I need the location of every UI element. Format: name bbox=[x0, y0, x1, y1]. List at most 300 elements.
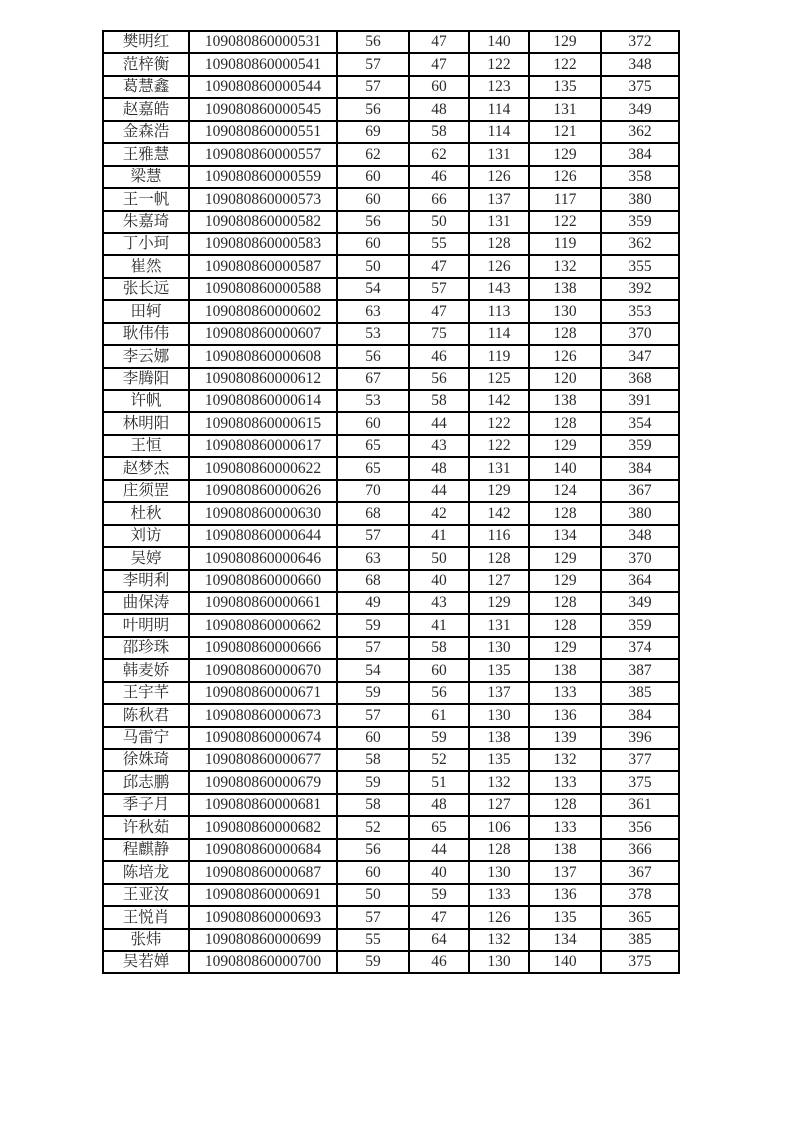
table-row bbox=[103, 390, 679, 412]
total-score-cell: 362 bbox=[601, 121, 679, 143]
exam-id-cell: 109080860000699 bbox=[189, 929, 337, 951]
score-3-cell: 130 bbox=[469, 637, 529, 659]
table-row bbox=[103, 614, 679, 636]
total-score-cell: 359 bbox=[601, 435, 679, 457]
score-2-cell: 47 bbox=[409, 300, 469, 322]
score-1-cell: 56 bbox=[337, 839, 409, 861]
score-1-cell: 60 bbox=[337, 727, 409, 749]
score-3-cell: 131 bbox=[469, 143, 529, 165]
score-1-cell: 57 bbox=[337, 906, 409, 928]
score-3-cell: 126 bbox=[469, 906, 529, 928]
score-2-cell: 48 bbox=[409, 794, 469, 816]
score-4-cell: 117 bbox=[529, 188, 601, 210]
score-4-cell: 138 bbox=[529, 839, 601, 861]
name-cell: 梁慧 bbox=[103, 166, 189, 188]
name-cell: 耿伟伟 bbox=[103, 323, 189, 345]
score-3-cell: 129 bbox=[469, 592, 529, 614]
name-cell: 王悦肖 bbox=[103, 906, 189, 928]
score-2-cell: 40 bbox=[409, 570, 469, 592]
score-3-cell: 137 bbox=[469, 188, 529, 210]
score-3-cell: 114 bbox=[469, 98, 529, 120]
exam-id-cell: 109080860000687 bbox=[189, 861, 337, 883]
score-2-cell: 44 bbox=[409, 480, 469, 502]
score-2-cell: 43 bbox=[409, 592, 469, 614]
score-2-cell: 41 bbox=[409, 525, 469, 547]
score-4-cell: 138 bbox=[529, 390, 601, 412]
score-1-cell: 57 bbox=[337, 53, 409, 75]
total-score-cell: 349 bbox=[601, 98, 679, 120]
name-cell: 杜秋 bbox=[103, 502, 189, 524]
score-2-cell: 52 bbox=[409, 749, 469, 771]
total-score-cell: 348 bbox=[601, 53, 679, 75]
score-1-cell: 55 bbox=[337, 929, 409, 951]
score-1-cell: 68 bbox=[337, 570, 409, 592]
score-4-cell: 135 bbox=[529, 906, 601, 928]
score-4-cell: 132 bbox=[529, 749, 601, 771]
score-2-cell: 41 bbox=[409, 614, 469, 636]
score-4-cell: 134 bbox=[529, 525, 601, 547]
table-row bbox=[103, 727, 679, 749]
name-cell: 李腾阳 bbox=[103, 368, 189, 390]
exam-id-cell: 109080860000630 bbox=[189, 502, 337, 524]
table-row bbox=[103, 31, 679, 53]
total-score-cell: 370 bbox=[601, 547, 679, 569]
table-row bbox=[103, 502, 679, 524]
total-score-cell: 356 bbox=[601, 816, 679, 838]
table-row bbox=[103, 816, 679, 838]
table-row bbox=[103, 53, 679, 75]
exam-id-cell: 109080860000662 bbox=[189, 614, 337, 636]
table-row bbox=[103, 749, 679, 771]
score-3-cell: 127 bbox=[469, 570, 529, 592]
name-cell: 崔然 bbox=[103, 255, 189, 277]
score-4-cell: 120 bbox=[529, 368, 601, 390]
exam-id-cell: 109080860000693 bbox=[189, 906, 337, 928]
total-score-cell: 364 bbox=[601, 570, 679, 592]
score-3-cell: 123 bbox=[469, 76, 529, 98]
total-score-cell: 374 bbox=[601, 637, 679, 659]
score-2-cell: 59 bbox=[409, 884, 469, 906]
score-3-cell: 135 bbox=[469, 749, 529, 771]
score-2-cell: 65 bbox=[409, 816, 469, 838]
exam-id-cell: 109080860000644 bbox=[189, 525, 337, 547]
total-score-cell: 365 bbox=[601, 906, 679, 928]
name-cell: 吴若婵 bbox=[103, 951, 189, 973]
score-3-cell: 119 bbox=[469, 345, 529, 367]
score-3-cell: 137 bbox=[469, 682, 529, 704]
table-row bbox=[103, 211, 679, 233]
score-1-cell: 59 bbox=[337, 614, 409, 636]
exam-id-cell: 109080860000573 bbox=[189, 188, 337, 210]
score-3-cell: 125 bbox=[469, 368, 529, 390]
score-1-cell: 60 bbox=[337, 412, 409, 434]
score-2-cell: 62 bbox=[409, 143, 469, 165]
name-cell: 程麒静 bbox=[103, 839, 189, 861]
score-1-cell: 54 bbox=[337, 278, 409, 300]
score-1-cell: 63 bbox=[337, 300, 409, 322]
exam-id-cell: 109080860000531 bbox=[189, 31, 337, 53]
score-2-cell: 59 bbox=[409, 727, 469, 749]
total-score-cell: 359 bbox=[601, 614, 679, 636]
total-score-cell: 377 bbox=[601, 749, 679, 771]
name-cell: 金森浩 bbox=[103, 121, 189, 143]
score-4-cell: 128 bbox=[529, 323, 601, 345]
score-1-cell: 50 bbox=[337, 884, 409, 906]
total-score-cell: 372 bbox=[601, 31, 679, 53]
table-row bbox=[103, 76, 679, 98]
score-4-cell: 128 bbox=[529, 614, 601, 636]
score-1-cell: 65 bbox=[337, 457, 409, 479]
name-cell: 叶明明 bbox=[103, 614, 189, 636]
name-cell: 樊明红 bbox=[103, 31, 189, 53]
score-4-cell: 137 bbox=[529, 861, 601, 883]
exam-id-cell: 109080860000700 bbox=[189, 951, 337, 973]
exam-id-cell: 109080860000602 bbox=[189, 300, 337, 322]
exam-id-cell: 109080860000582 bbox=[189, 211, 337, 233]
score-2-cell: 51 bbox=[409, 771, 469, 793]
exam-id-cell: 109080860000615 bbox=[189, 412, 337, 434]
score-4-cell: 124 bbox=[529, 480, 601, 502]
table-row bbox=[103, 278, 679, 300]
exam-id-cell: 109080860000677 bbox=[189, 749, 337, 771]
name-cell: 邵珍珠 bbox=[103, 637, 189, 659]
score-2-cell: 64 bbox=[409, 929, 469, 951]
total-score-cell: 362 bbox=[601, 233, 679, 255]
name-cell: 许帆 bbox=[103, 390, 189, 412]
score-3-cell: 130 bbox=[469, 861, 529, 883]
total-score-cell: 367 bbox=[601, 861, 679, 883]
score-3-cell: 143 bbox=[469, 278, 529, 300]
score-2-cell: 58 bbox=[409, 121, 469, 143]
table-row bbox=[103, 368, 679, 390]
score-3-cell: 128 bbox=[469, 233, 529, 255]
score-3-cell: 122 bbox=[469, 435, 529, 457]
score-2-cell: 44 bbox=[409, 839, 469, 861]
total-score-cell: 358 bbox=[601, 166, 679, 188]
exam-id-cell: 109080860000588 bbox=[189, 278, 337, 300]
score-2-cell: 46 bbox=[409, 166, 469, 188]
exam-id-cell: 109080860000583 bbox=[189, 233, 337, 255]
score-4-cell: 138 bbox=[529, 278, 601, 300]
total-score-cell: 347 bbox=[601, 345, 679, 367]
score-1-cell: 52 bbox=[337, 816, 409, 838]
score-3-cell: 114 bbox=[469, 121, 529, 143]
score-1-cell: 68 bbox=[337, 502, 409, 524]
score-1-cell: 53 bbox=[337, 323, 409, 345]
table-row bbox=[103, 345, 679, 367]
exam-id-cell: 109080860000541 bbox=[189, 53, 337, 75]
score-2-cell: 56 bbox=[409, 368, 469, 390]
score-3-cell: 140 bbox=[469, 31, 529, 53]
table-row bbox=[103, 794, 679, 816]
name-cell: 赵梦杰 bbox=[103, 457, 189, 479]
name-cell: 陈秋君 bbox=[103, 704, 189, 726]
score-1-cell: 62 bbox=[337, 143, 409, 165]
score-4-cell: 126 bbox=[529, 345, 601, 367]
total-score-cell: 384 bbox=[601, 457, 679, 479]
score-3-cell: 131 bbox=[469, 614, 529, 636]
score-1-cell: 58 bbox=[337, 794, 409, 816]
score-3-cell: 132 bbox=[469, 929, 529, 951]
exam-id-cell: 109080860000608 bbox=[189, 345, 337, 367]
table-row bbox=[103, 480, 679, 502]
score-4-cell: 126 bbox=[529, 166, 601, 188]
score-2-cell: 46 bbox=[409, 345, 469, 367]
total-score-cell: 375 bbox=[601, 76, 679, 98]
score-4-cell: 129 bbox=[529, 143, 601, 165]
total-score-cell: 387 bbox=[601, 659, 679, 681]
score-3-cell: 122 bbox=[469, 412, 529, 434]
total-score-cell: 354 bbox=[601, 412, 679, 434]
table-row bbox=[103, 98, 679, 120]
table-row bbox=[103, 929, 679, 951]
score-4-cell: 140 bbox=[529, 951, 601, 973]
exam-id-cell: 109080860000612 bbox=[189, 368, 337, 390]
total-score-cell: 384 bbox=[601, 704, 679, 726]
table-row bbox=[103, 435, 679, 457]
table-row bbox=[103, 592, 679, 614]
score-2-cell: 60 bbox=[409, 659, 469, 681]
score-4-cell: 129 bbox=[529, 31, 601, 53]
table-row bbox=[103, 637, 679, 659]
score-3-cell: 142 bbox=[469, 390, 529, 412]
table-row bbox=[103, 771, 679, 793]
name-cell: 王雅慧 bbox=[103, 143, 189, 165]
table-row bbox=[103, 412, 679, 434]
score-3-cell: 129 bbox=[469, 480, 529, 502]
exam-id-cell: 109080860000666 bbox=[189, 637, 337, 659]
score-2-cell: 47 bbox=[409, 53, 469, 75]
score-3-cell: 126 bbox=[469, 255, 529, 277]
table-row bbox=[103, 547, 679, 569]
score-4-cell: 136 bbox=[529, 884, 601, 906]
total-score-cell: 355 bbox=[601, 255, 679, 277]
exam-id-cell: 109080860000587 bbox=[189, 255, 337, 277]
score-2-cell: 56 bbox=[409, 682, 469, 704]
score-4-cell: 130 bbox=[529, 300, 601, 322]
name-cell: 林明阳 bbox=[103, 412, 189, 434]
exam-id-cell: 109080860000682 bbox=[189, 816, 337, 838]
score-1-cell: 60 bbox=[337, 233, 409, 255]
total-score-cell: 348 bbox=[601, 525, 679, 547]
total-score-cell: 392 bbox=[601, 278, 679, 300]
score-4-cell: 134 bbox=[529, 929, 601, 951]
table-row bbox=[103, 188, 679, 210]
score-2-cell: 42 bbox=[409, 502, 469, 524]
name-cell: 曲保涛 bbox=[103, 592, 189, 614]
score-2-cell: 57 bbox=[409, 278, 469, 300]
exam-id-cell: 109080860000660 bbox=[189, 570, 337, 592]
table-row bbox=[103, 323, 679, 345]
score-1-cell: 57 bbox=[337, 704, 409, 726]
score-1-cell: 59 bbox=[337, 951, 409, 973]
score-1-cell: 65 bbox=[337, 435, 409, 457]
score-1-cell: 69 bbox=[337, 121, 409, 143]
score-1-cell: 57 bbox=[337, 76, 409, 98]
table-row bbox=[103, 233, 679, 255]
score-3-cell: 113 bbox=[469, 300, 529, 322]
table-row bbox=[103, 121, 679, 143]
table-row bbox=[103, 906, 679, 928]
table-row bbox=[103, 143, 679, 165]
score-4-cell: 129 bbox=[529, 637, 601, 659]
score-3-cell: 122 bbox=[469, 53, 529, 75]
score-3-cell: 116 bbox=[469, 525, 529, 547]
exam-id-cell: 109080860000544 bbox=[189, 76, 337, 98]
table-row bbox=[103, 457, 679, 479]
table-row bbox=[103, 839, 679, 861]
score-1-cell: 53 bbox=[337, 390, 409, 412]
score-1-cell: 60 bbox=[337, 861, 409, 883]
total-score-cell: 391 bbox=[601, 390, 679, 412]
score-3-cell: 130 bbox=[469, 704, 529, 726]
total-score-cell: 375 bbox=[601, 951, 679, 973]
score-1-cell: 70 bbox=[337, 480, 409, 502]
score-4-cell: 129 bbox=[529, 547, 601, 569]
score-1-cell: 49 bbox=[337, 592, 409, 614]
score-2-cell: 58 bbox=[409, 390, 469, 412]
table-row bbox=[103, 570, 679, 592]
score-2-cell: 55 bbox=[409, 233, 469, 255]
score-4-cell: 139 bbox=[529, 727, 601, 749]
score-1-cell: 63 bbox=[337, 547, 409, 569]
score-4-cell: 133 bbox=[529, 816, 601, 838]
score-3-cell: 138 bbox=[469, 727, 529, 749]
score-3-cell: 142 bbox=[469, 502, 529, 524]
score-3-cell: 131 bbox=[469, 457, 529, 479]
name-cell: 马雷宁 bbox=[103, 727, 189, 749]
score-2-cell: 48 bbox=[409, 98, 469, 120]
total-score-cell: 396 bbox=[601, 727, 679, 749]
score-2-cell: 48 bbox=[409, 457, 469, 479]
table-row bbox=[103, 861, 679, 883]
exam-id-cell: 109080860000684 bbox=[189, 839, 337, 861]
score-4-cell: 133 bbox=[529, 771, 601, 793]
score-3-cell: 131 bbox=[469, 211, 529, 233]
exam-id-cell: 109080860000557 bbox=[189, 143, 337, 165]
table-row bbox=[103, 255, 679, 277]
table-row bbox=[103, 525, 679, 547]
exam-id-cell: 109080860000674 bbox=[189, 727, 337, 749]
score-3-cell: 126 bbox=[469, 166, 529, 188]
total-score-cell: 367 bbox=[601, 480, 679, 502]
score-4-cell: 128 bbox=[529, 502, 601, 524]
score-4-cell: 119 bbox=[529, 233, 601, 255]
total-score-cell: 385 bbox=[601, 682, 679, 704]
name-cell: 李明利 bbox=[103, 570, 189, 592]
score-3-cell: 114 bbox=[469, 323, 529, 345]
score-2-cell: 47 bbox=[409, 906, 469, 928]
score-2-cell: 47 bbox=[409, 31, 469, 53]
score-4-cell: 128 bbox=[529, 794, 601, 816]
total-score-cell: 349 bbox=[601, 592, 679, 614]
score-2-cell: 50 bbox=[409, 211, 469, 233]
score-table bbox=[102, 30, 680, 974]
score-2-cell: 50 bbox=[409, 547, 469, 569]
total-score-cell: 359 bbox=[601, 211, 679, 233]
total-score-cell: 353 bbox=[601, 300, 679, 322]
total-score-cell: 378 bbox=[601, 884, 679, 906]
score-2-cell: 40 bbox=[409, 861, 469, 883]
score-3-cell: 132 bbox=[469, 771, 529, 793]
exam-id-cell: 109080860000622 bbox=[189, 457, 337, 479]
total-score-cell: 368 bbox=[601, 368, 679, 390]
table-row bbox=[103, 682, 679, 704]
score-1-cell: 57 bbox=[337, 525, 409, 547]
score-3-cell: 106 bbox=[469, 816, 529, 838]
name-cell: 范梓衡 bbox=[103, 53, 189, 75]
exam-id-cell: 109080860000691 bbox=[189, 884, 337, 906]
score-1-cell: 58 bbox=[337, 749, 409, 771]
name-cell: 季子月 bbox=[103, 794, 189, 816]
score-4-cell: 131 bbox=[529, 98, 601, 120]
score-2-cell: 47 bbox=[409, 255, 469, 277]
name-cell: 王恒 bbox=[103, 435, 189, 457]
name-cell: 徐姝琦 bbox=[103, 749, 189, 771]
name-cell: 李云娜 bbox=[103, 345, 189, 367]
exam-id-cell: 109080860000617 bbox=[189, 435, 337, 457]
score-1-cell: 50 bbox=[337, 255, 409, 277]
score-4-cell: 122 bbox=[529, 53, 601, 75]
score-2-cell: 61 bbox=[409, 704, 469, 726]
total-score-cell: 370 bbox=[601, 323, 679, 345]
exam-id-cell: 109080860000670 bbox=[189, 659, 337, 681]
exam-id-cell: 109080860000679 bbox=[189, 771, 337, 793]
score-3-cell: 130 bbox=[469, 951, 529, 973]
name-cell: 庄须罡 bbox=[103, 480, 189, 502]
score-3-cell: 128 bbox=[469, 547, 529, 569]
total-score-cell: 361 bbox=[601, 794, 679, 816]
score-1-cell: 57 bbox=[337, 637, 409, 659]
score-2-cell: 44 bbox=[409, 412, 469, 434]
name-cell: 丁小珂 bbox=[103, 233, 189, 255]
score-1-cell: 67 bbox=[337, 368, 409, 390]
score-1-cell: 60 bbox=[337, 166, 409, 188]
score-4-cell: 140 bbox=[529, 457, 601, 479]
score-1-cell: 59 bbox=[337, 682, 409, 704]
score-2-cell: 46 bbox=[409, 951, 469, 973]
total-score-cell: 375 bbox=[601, 771, 679, 793]
score-4-cell: 135 bbox=[529, 76, 601, 98]
name-cell: 王一帆 bbox=[103, 188, 189, 210]
total-score-cell: 380 bbox=[601, 502, 679, 524]
score-4-cell: 129 bbox=[529, 570, 601, 592]
exam-id-cell: 109080860000661 bbox=[189, 592, 337, 614]
total-score-cell: 384 bbox=[601, 143, 679, 165]
score-4-cell: 133 bbox=[529, 682, 601, 704]
exam-id-cell: 109080860000607 bbox=[189, 323, 337, 345]
score-2-cell: 43 bbox=[409, 435, 469, 457]
name-cell: 赵嘉皓 bbox=[103, 98, 189, 120]
score-1-cell: 56 bbox=[337, 211, 409, 233]
table-row bbox=[103, 300, 679, 322]
total-score-cell: 380 bbox=[601, 188, 679, 210]
score-3-cell: 127 bbox=[469, 794, 529, 816]
score-4-cell: 138 bbox=[529, 659, 601, 681]
table-row bbox=[103, 166, 679, 188]
exam-id-cell: 109080860000559 bbox=[189, 166, 337, 188]
name-cell: 刘访 bbox=[103, 525, 189, 547]
score-2-cell: 60 bbox=[409, 76, 469, 98]
score-4-cell: 128 bbox=[529, 412, 601, 434]
table-row bbox=[103, 951, 679, 973]
name-cell: 田轲 bbox=[103, 300, 189, 322]
exam-id-cell: 109080860000673 bbox=[189, 704, 337, 726]
exam-id-cell: 109080860000551 bbox=[189, 121, 337, 143]
score-4-cell: 136 bbox=[529, 704, 601, 726]
exam-id-cell: 109080860000626 bbox=[189, 480, 337, 502]
exam-id-cell: 109080860000646 bbox=[189, 547, 337, 569]
